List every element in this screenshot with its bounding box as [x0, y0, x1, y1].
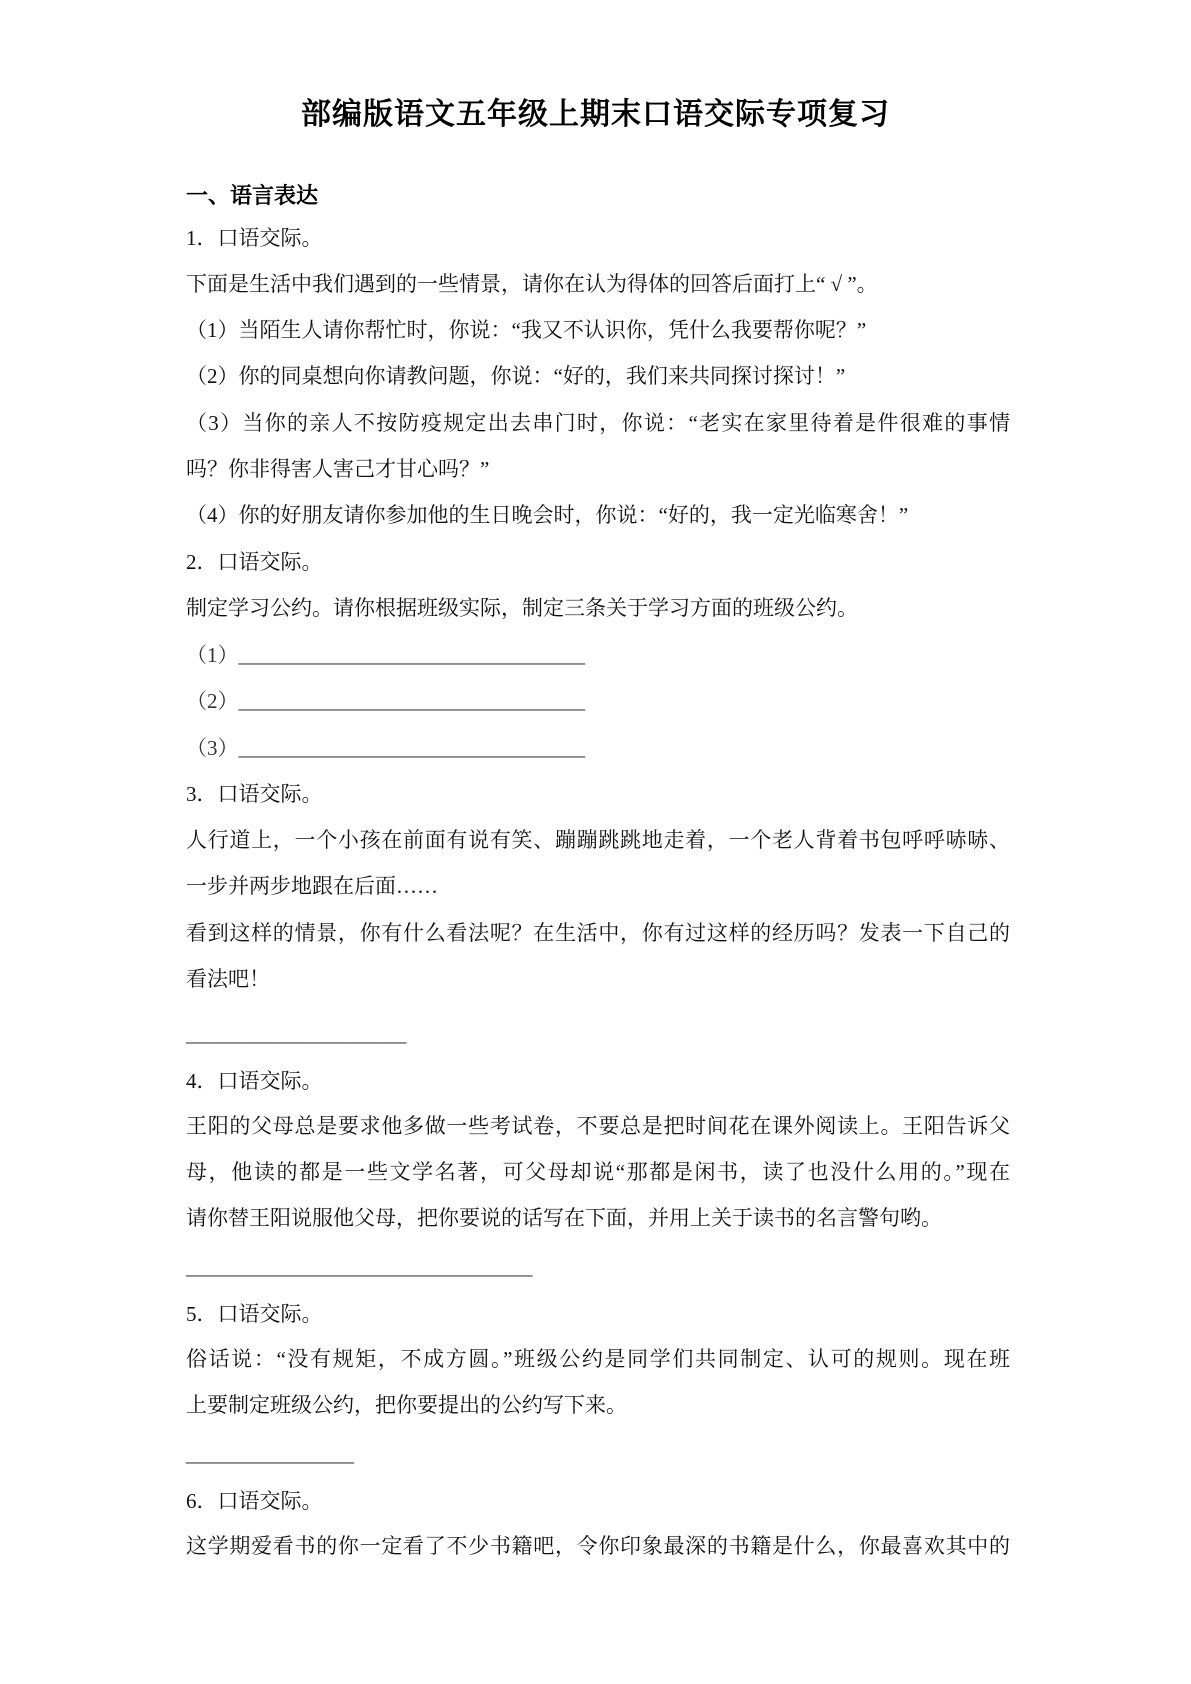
q3-number: 3．口语交际。 — [186, 782, 323, 806]
q1-option-2: （2）你的同桌想向你请教问题，你说：“好的，我们来共同探讨探讨！” — [186, 364, 846, 388]
q1-option-3-line-2: 吗？你非得害人害己才甘心吗？” — [186, 457, 490, 481]
section-heading: 一、语言表达 — [186, 183, 319, 208]
q2-intro: 制定学习公约。请你根据班级实际，制定三条关于学习方面的班级公约。 — [186, 596, 858, 620]
q4-text-line-1: 王阳的父母总是要求他多做一些考试卷，不要总是把时间花在课外阅读上。王阳告诉父 — [186, 1114, 1010, 1138]
q3-text-line-3: 看到这样的情景，你有什么看法呢？在生活中，你有过这样的经历吗？发表一下自己的 — [186, 921, 1010, 945]
q3-answer-blank: _____________________ — [186, 1022, 407, 1046]
q6-text-line-1: 这学期爱看书的你一定看了不少书籍吧，令你印象最深的书籍是什么，你最喜欢其中的 — [186, 1534, 1010, 1558]
q5-text-line-1: 俗话说：“没有规矩，不成方圆。”班级公约是同学们共同制定、认可的规则。现在班 — [186, 1347, 1010, 1371]
q1-option-3-line-1: （3）当你的亲人不按防疫规定出去串门时，你说：“老实在家里待着是件很难的事情 — [186, 411, 1010, 435]
q2-answer-blank-2: （2）_________________________________ — [186, 689, 585, 713]
q4-text-line-3: 请你替王阳说服他父母，把你要说的话写在下面，并用上关于读书的名言警句哟。 — [186, 1206, 942, 1230]
q2-number: 2．口语交际。 — [186, 550, 323, 574]
q5-text-line-2: 上要制定班级公约，把你要提出的公约写下来。 — [186, 1393, 627, 1417]
q1-intro: 下面是生活中我们遇到的一些情景，请你在认为得体的回答后面打上“ √ ”。 — [186, 272, 878, 296]
q4-text-line-2: 母，他读的都是一些文学名著，可父母却说“那都是闲书，读了也没什么用的。”现在 — [186, 1160, 1010, 1184]
q2-answer-blank-3: （3）_________________________________ — [186, 736, 585, 760]
q4-answer-blank: _________________________________ — [186, 1255, 533, 1279]
q2-answer-blank-1: （1）_________________________________ — [186, 643, 585, 667]
q3-text-line-1: 人行道上，一个小孩在前面有说有笑、蹦蹦跳跳地走着，一个老人背着书包呼呼哧哧、 — [186, 828, 1010, 852]
q1-option-1: （1）当陌生人请你帮忙时，你说：“我又不认识你，凭什么我要帮你呢？” — [186, 318, 867, 342]
page-title: 部编版语文五年级上期末口语交际专项复习 — [301, 98, 890, 131]
q1-option-4: （4）你的好朋友请你参加他的生日晚会时，你说：“好的，我一定光临寒舍！” — [186, 503, 909, 527]
q1-number: 1．口语交际。 — [186, 226, 323, 250]
q5-answer-blank: ________________ — [186, 1442, 354, 1466]
q3-text-line-2: 一步并两步地跟在后面…… — [186, 874, 438, 898]
q3-text-line-4: 看法吧！ — [186, 967, 270, 991]
q4-number: 4．口语交际。 — [186, 1069, 323, 1093]
q5-number: 5．口语交际。 — [186, 1302, 323, 1326]
q6-number: 6．口语交际。 — [186, 1489, 323, 1513]
